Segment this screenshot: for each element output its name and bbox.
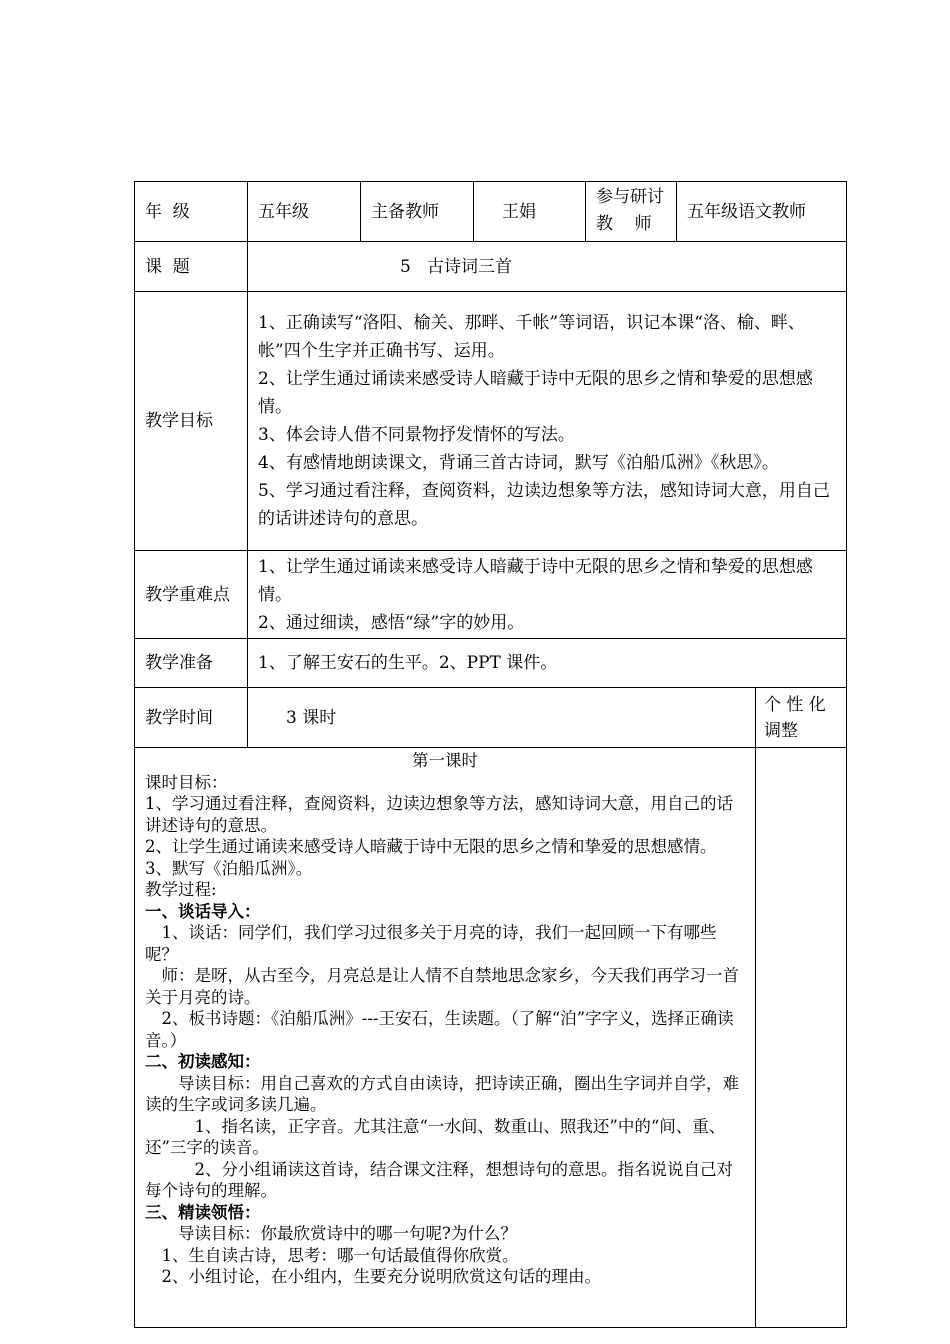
lesson-line: 课时目标： [145,772,228,792]
goal-item: 5、学习通过看注释，查阅资料，边读边想象等方法，感知诗词大意，用自己的话讲述诗句的意思。 [258,481,830,529]
participants-label-line1: 参与研讨 [596,187,664,207]
section-heading: 二、初读感知： [145,1052,261,1071]
keypoint-item: 2、通过细读，感悟“绿”字的妙用。 [258,612,525,633]
lesson-line: 2、板书诗题：《泊船瓜洲》---王安石，生读题。（了解“泊”字字义，选择正确读音。） [145,1009,734,1050]
participants-value: 五年级语文教师 [687,201,806,222]
time-label: 教学时间 [135,688,248,748]
section-heading: 三、精读领悟： [145,1202,261,1222]
keypoints-list [248,551,847,639]
keypoint-item: 1、让学生通过诵读来感受诗人暗藏于诗中无限的思乡之情和挚爱的思想感情。 [258,556,813,605]
participants-label [586,182,677,241]
lesson-line: 师：是呀，从古至今，月亮总是让人情不自禁地思念家乡，今天我们再学习一首关于月亮的诗。 [145,966,739,1007]
lead-teacher-value: 王娟 [474,182,586,242]
lesson-title: 第一课时 [412,751,478,770]
prep-value: 1、了解王安石的生平。2、PPT 课件。 [248,639,847,688]
lesson-line: 2、小组讨论，在小组内，生要充分说明欣赏这句话的理由。 [161,1267,601,1286]
goals-list [248,292,847,551]
lesson-line: 2、分小组诵读这首诗，结合课文注释，想想诗句的意思。指名说说自己对每个诗句的理解。 [145,1159,733,1200]
participants-label-line2: 教 师 [596,214,652,234]
topic-label: 课 题 [135,242,248,292]
goal-item: 2、让学生通过诵读来感受诗人暗藏于诗中无限的思乡之情和挚爱的思想感情。 [258,369,813,417]
lesson-line: 2、让学生通过诵读来感受诗人暗藏于诗中无限的思乡之情和挚爱的思想感情。 [145,837,717,856]
lesson-line: 教学过程: [145,880,217,899]
topic-value: 5 古诗词三首 [248,242,847,292]
section-heading: 一、谈话导入： [145,901,261,921]
lesson-plan-table [134,181,847,1328]
goal-item: 3、体会诗人借不同景物抒发情怀的写法。 [258,425,575,445]
participants-cell [586,182,847,242]
goal-item: 4、有感情地朗读课文，背诵三首古诗词，默写《泊船瓜洲》《秋思》。 [258,453,779,473]
adjust-cell [756,748,847,1328]
lesson-line: 1、学习通过看注释，查阅资料，边读边想象等方法，感知诗词大意，用自己的话讲述诗句的意思。 [145,794,733,835]
keypoints-label: 教学重难点 [135,551,248,639]
lesson-line: 导读目标：用自己喜欢的方式自由读诗，把诗读正确，圈出生字词并自学，难读的生字或词多读几遍。 [145,1073,739,1114]
goal-item: 1、正确读写“洛阳、榆关、那畔、千帐”等词语，识记本课“洛、榆、畔、帐”四个生字并正确书写、运用。 [258,313,805,361]
lesson-line: 3、默写《泊船瓜洲》。 [145,858,313,878]
lesson-line: 1、谈话：同学们，我们学习过很多关于月亮的诗，我们一起回顾一下有哪些呢？ [145,923,717,964]
lesson-line: 1、指名读，正字音。尤其注意“一水间、数重山、照我还”中的“间、重、还”三字的读音。 [145,1116,726,1157]
time-value: 3 课时 [248,688,756,748]
adjust-label: 个 性 化 调整 [756,688,847,748]
lesson-line: 1、生自读古诗，思考：哪一句话最值得你欣赏。 [161,1245,519,1265]
grade-label: 年 级 [135,182,248,242]
lesson-content [135,748,756,1328]
prep-label: 教学准备 [135,639,248,688]
lesson-line: 导读目标：你最欣赏诗中的哪一句呢?为什么？ [178,1224,517,1243]
goals-label: 教学目标 [135,292,248,551]
grade-value: 五年级 [248,182,361,242]
lead-teacher-label: 主备教师 [361,182,474,242]
